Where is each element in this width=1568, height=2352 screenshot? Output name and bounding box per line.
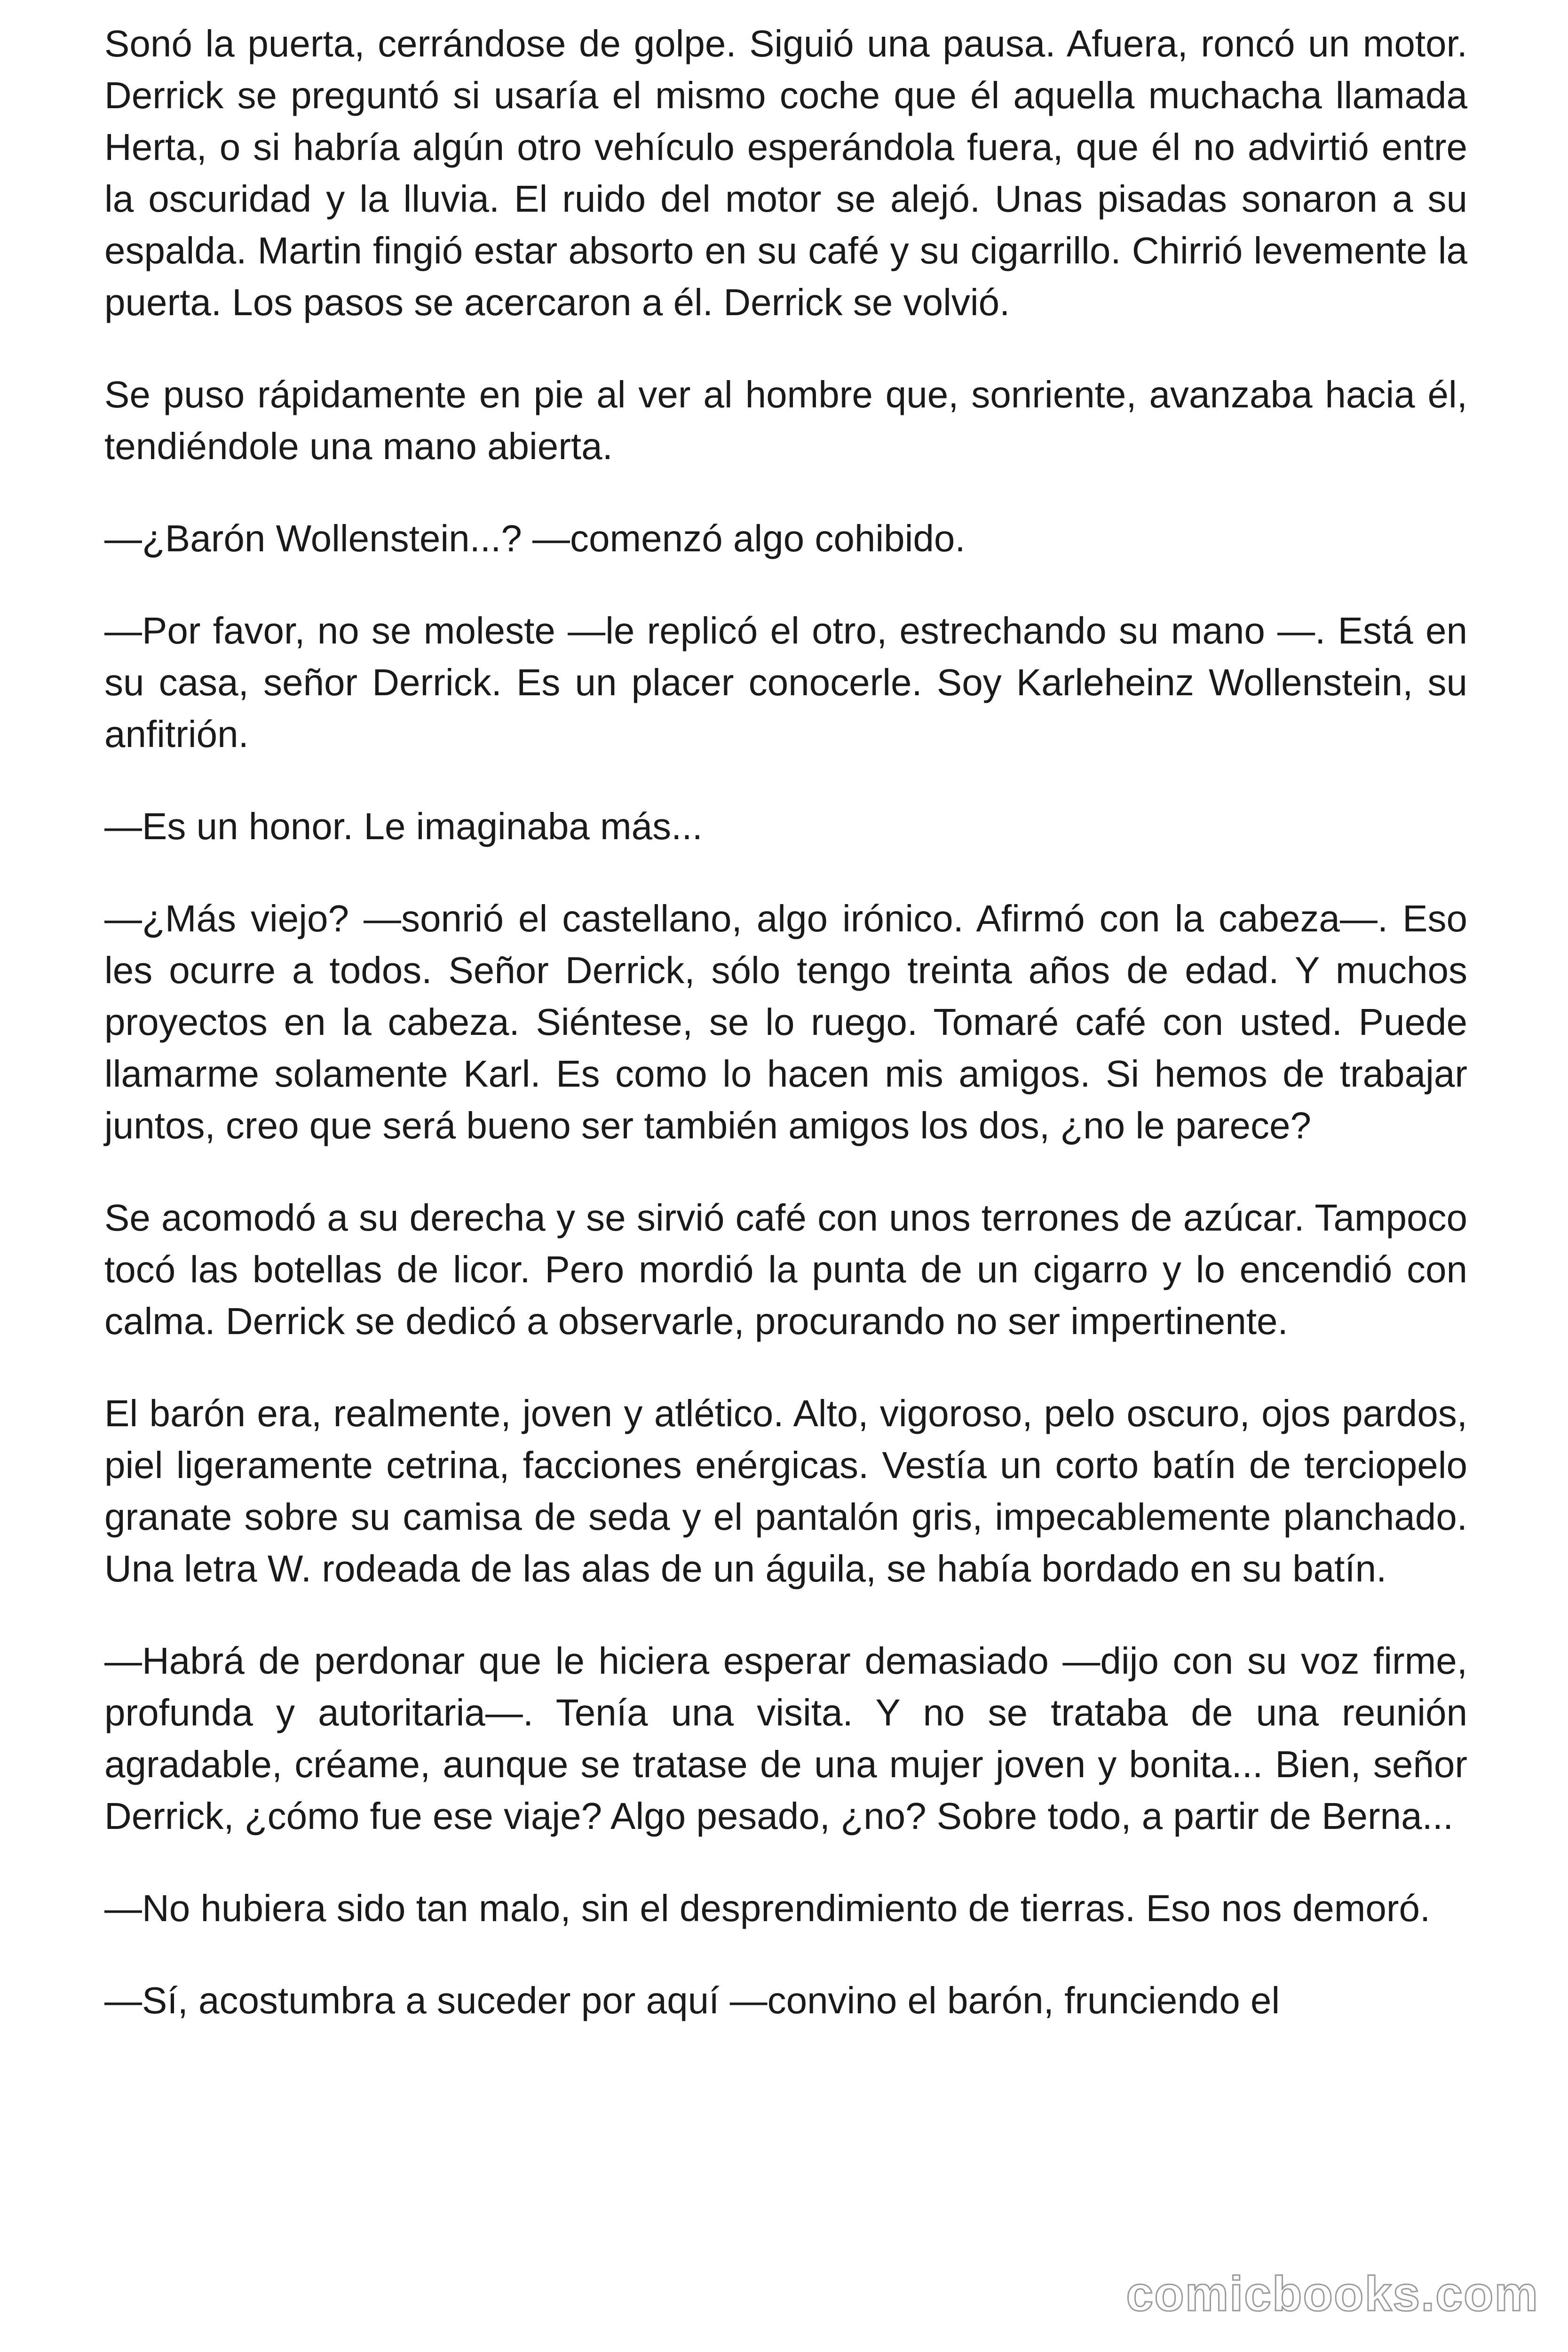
paragraph: —¿Barón Wollenstein...? —comenzó algo cohibido. xyxy=(104,517,966,559)
watermark: comicbooks.com xyxy=(1126,2267,1539,2321)
paragraph: —No hubiera sido tan malo, sin el desprendimiento de tierras. Eso nos demoró. xyxy=(104,1887,1431,1929)
paragraph: —Por favor, no se moleste —le replicó el otro, estrechando su mano —. Está en su casa, señor Derrick. Es un placer conocerle. Soy Karleheinz Wollenstein, su anfitrión. xyxy=(104,610,1467,755)
paragraph: Se puso rápidamente en pie al ver al hombre que, sonriente, avanzaba hacia él, tendiéndole una mano abierta. xyxy=(104,373,1467,467)
paragraph: —¿Más viejo? —sonrió el castellano, algo irónico. Afirmó con la cabeza—. Eso les ocurre a todos. Señor Derrick, sólo tengo treinta años de edad. Y muchos proyectos en la cabeza. Siéntese, se lo ruego. Tomaré café con usted. Puede llamarme solamente Karl. Es como lo hacen mis amigos. Si hemos de trabajar juntos, creo que será bueno ser también amigos los dos, ¿no le parece? xyxy=(104,898,1467,1146)
paragraph: Sonó la puerta, cerrándose de golpe. Siguió una pausa. Afuera, roncó un motor. Derrick se preguntó si usaría el mismo coche que él aquella muchacha llamada Herta, o si habría algún otro vehículo esperándola fuera, que él no advirtió entre la oscuridad y la lluvia. El ruido del motor se alejó. Unas pisadas sonaron a su espalda. Martin fingió estar absorto en su café y su cigarrillo. Chirrió levemente la puerta. Los pasos se acercaron a él. Derrick se volvió. xyxy=(104,23,1467,323)
paragraph: —Es un honor. Le imaginaba más... xyxy=(104,805,703,847)
paragraph: —Sí, acostumbra a suceder por aquí —convino el barón, frunciendo el xyxy=(104,1979,1280,2021)
paragraph: —Habrá de perdonar que le hiciera esperar demasiado —dijo con su voz firme, profunda y autoritaria—. Tenía una visita. Y no se trataba de una reunión agradable, créame, aunque se tratase de una mujer joven y bonita... Bien, señor Derrick, ¿cómo fue ese viaje? Algo pesado, ¿no? Sobre todo, a partir de Berna... xyxy=(104,1640,1467,1837)
paragraph: El barón era, realmente, joven y atlético. Alto, vigoroso, pelo oscuro, ojos pardos, piel ligeramente cetrina, facciones enérgicas. Vestía un corto batín de terciopelo granate sobre su camisa de seda y el pantalón gris, impecablemente planchado. Una letra W. rodeada de las alas de un águila, se había bordado en su batín. xyxy=(104,1392,1467,1589)
paragraph: Se acomodó a su derecha y se sirvió café con unos terrones de azúcar. Tampoco tocó las botellas de licor. Pero mordió la punta de un cigarro y lo encendió con calma. Derrick se dedicó a observarle, procurando no ser impertinente. xyxy=(104,1197,1467,1342)
body-text xyxy=(104,18,1467,2026)
